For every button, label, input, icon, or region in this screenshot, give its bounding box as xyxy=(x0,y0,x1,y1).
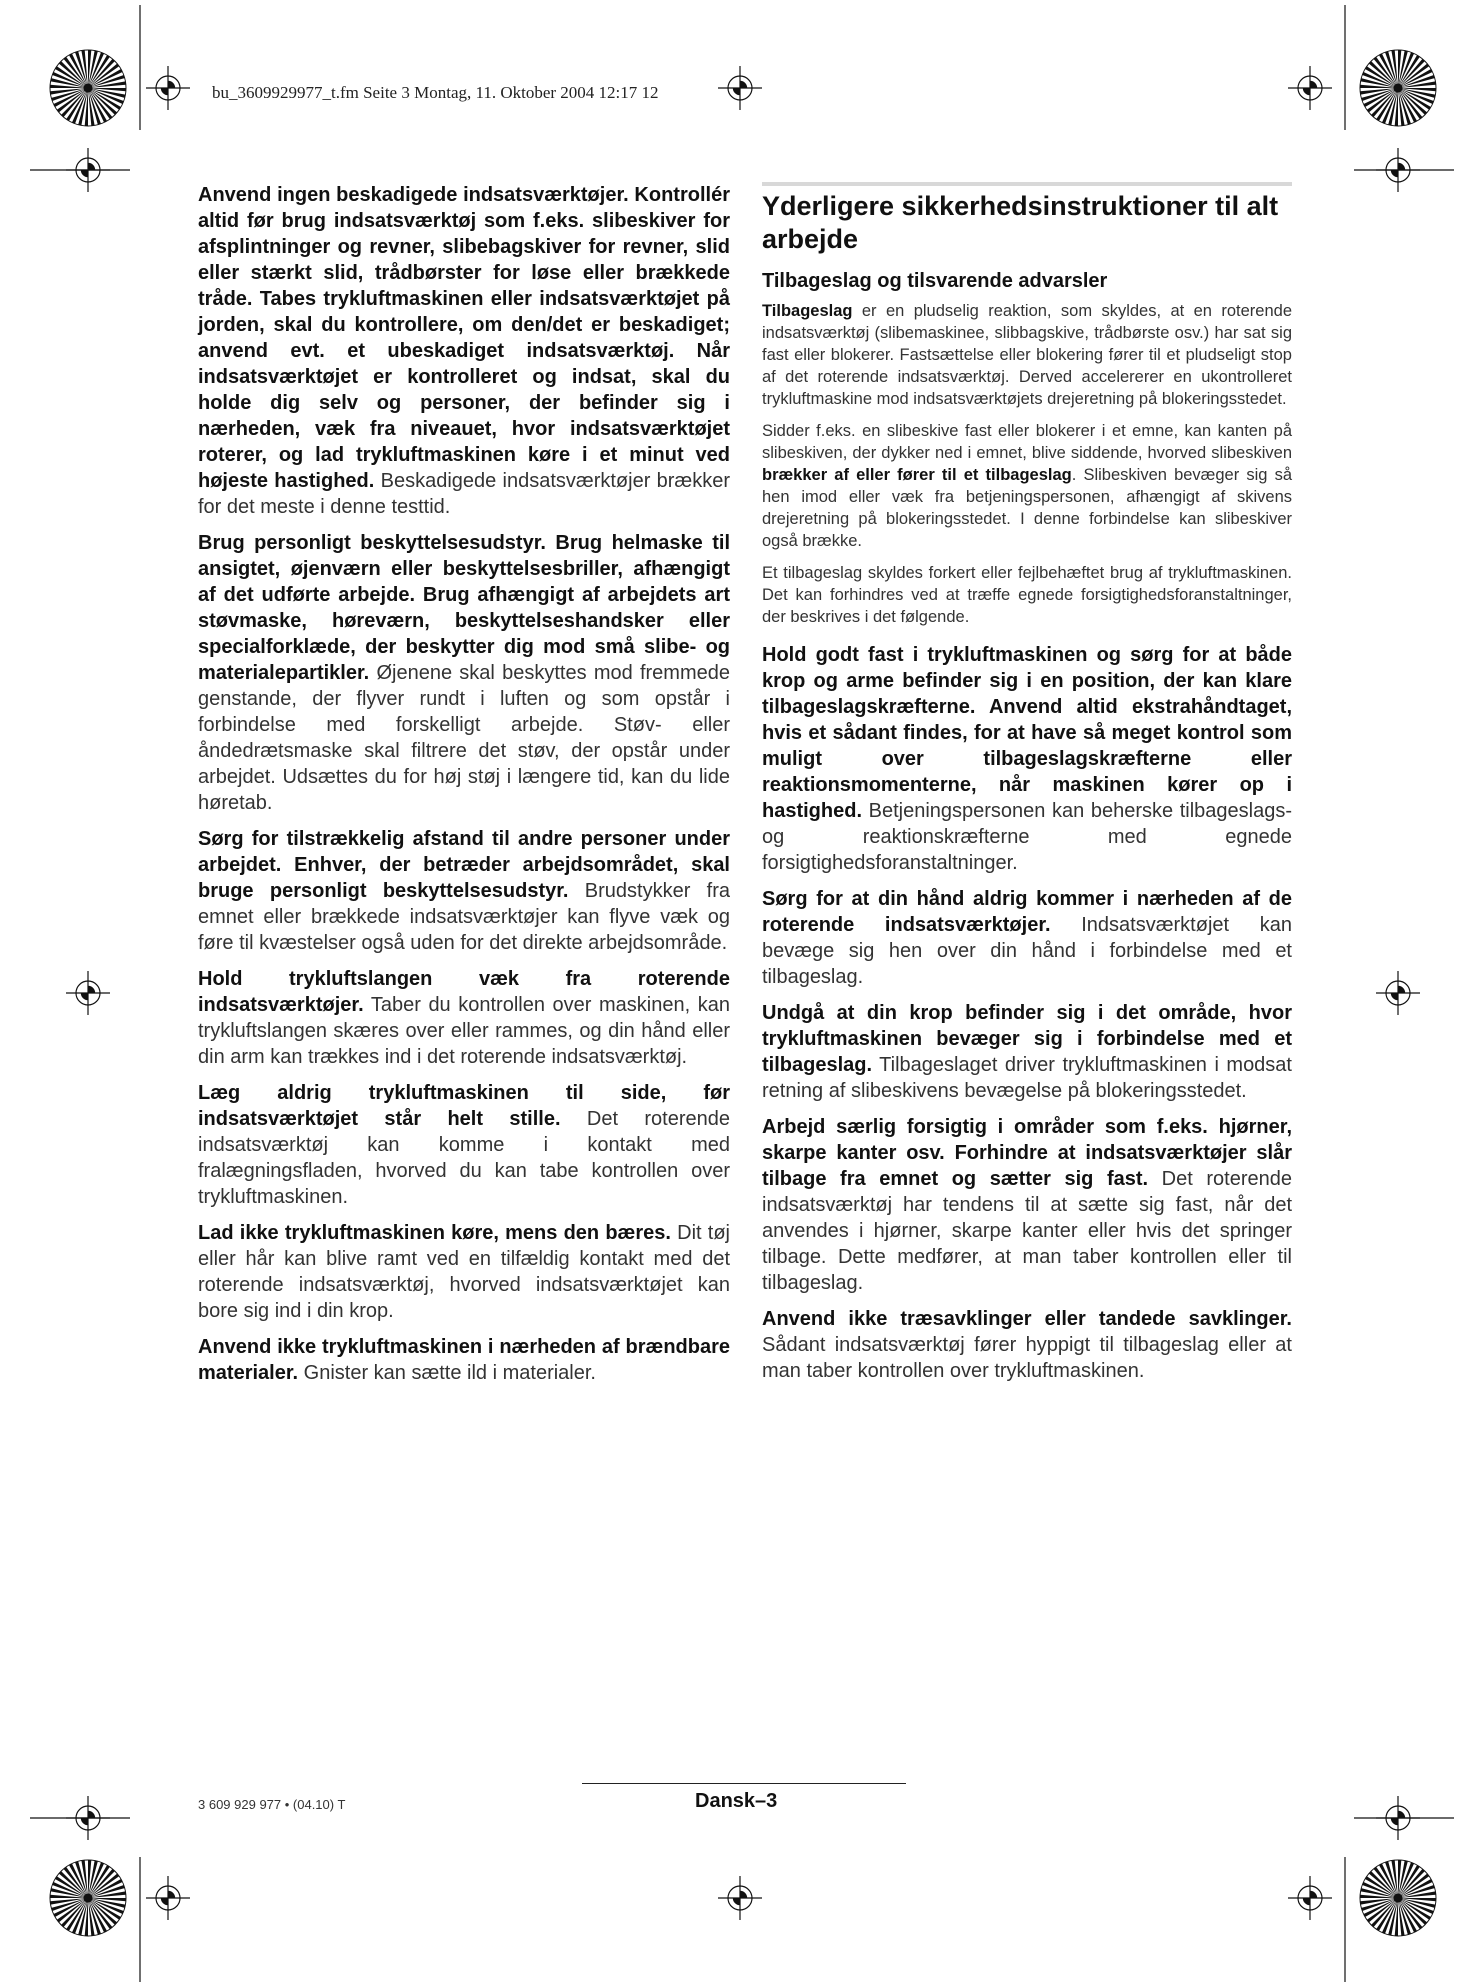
paragraph-bold-text: Anvend ikke trykluftmaskinen i nærheden af brændbare materialer. xyxy=(198,1336,730,1384)
left-column xyxy=(198,182,730,1396)
crosshair-mark xyxy=(66,971,110,1015)
instruction-paragraph xyxy=(198,1220,730,1324)
crosshair-mark xyxy=(146,66,190,110)
instruction-paragraph xyxy=(762,1114,1292,1296)
paragraph-body-text: Det roterende indsatsværktøj har tendens til at sætte sig fast, når det anvendes i hjørner, skarpe kanter eller hvis det springer tilbage. Dette medfører, at man taber kontrollen eller til tilbageslag. xyxy=(762,1168,1292,1294)
crosshair-mark xyxy=(146,1876,190,1920)
paragraph-body-text: . Slibeskiven bevæger sig så hen imod eller væk fra betjeningspersonen, afhængigt af skivens drejeretning på blokeringsstedet. I denne forbindelse kan slibeskiver også brække. xyxy=(762,466,1292,550)
crosshair-mark xyxy=(1376,148,1420,192)
instruction-paragraph xyxy=(762,886,1292,990)
instruction-paragraph xyxy=(762,1000,1292,1104)
paragraph-bold-text: Læg aldrig trykluftmaskinen til side, før indsatsværktøjet står helt stille. xyxy=(198,1082,730,1130)
crosshair-mark xyxy=(718,1876,762,1920)
paragraph-bold-text: Hold godt fast i trykluftmaskinen og sørg for at både krop og arme befinder sig i en position, der kan klare tilbageslagskræfterne. Anvend altid ekstrahåndtaget, hvis et sådant findes, for at have så meget kontrol som muligt over tilbageslagskræfterne eller reaktionsmomenterne, når maskinen kører op i hastighed. xyxy=(762,644,1292,822)
crosshair-mark xyxy=(66,148,110,192)
paragraph-bold-text: Tilbageslag xyxy=(762,302,853,320)
crosshair-mark xyxy=(1376,1796,1420,1840)
instruction-paragraph xyxy=(198,966,730,1070)
crosshair-mark xyxy=(718,66,762,110)
document-code: 3 609 929 977 • (04.10) T xyxy=(198,1797,346,1812)
paragraph-bold-text: brækker af eller fører til et tilbageslag xyxy=(762,466,1072,484)
paragraph-body-text: er en pludselig reaktion, som skyldes, at en roterende indsatsværktøj (slibemaskinee, slibbagskive, trådbørste osv.) har sat sig fast eller blokerer. Fastsættelse eller blokering fører til et pludseligt stop af det roterende indsatsværktøj. Derved accelererer en ukontrolleret trykluftmaskine mod indsatsværktøjets drejeretning på blokeringsstedet. xyxy=(762,302,1292,408)
instruction-paragraph xyxy=(762,420,1292,552)
paragraph-bold-text: Undgå at din krop befinder sig i det område, hvor trykluftmaskinen bevæger sig i forbindelse med et tilbageslag. xyxy=(762,1002,1292,1076)
instruction-paragraph xyxy=(762,642,1292,876)
crosshair-mark xyxy=(66,1796,110,1840)
instruction-paragraph xyxy=(198,1334,730,1386)
instruction-paragraph xyxy=(198,1080,730,1210)
paragraph-body-text: Gnister kan sætte ild i materialer. xyxy=(298,1362,596,1384)
paragraph-body-text: Sådant indsatsværktøj fører hyppigt til tilbageslag eller at man taber kontrollen over trykluftmaskinen. xyxy=(762,1334,1292,1382)
instruction-paragraph xyxy=(198,182,730,520)
file-slug-header: bu_3609929977_t.fm Seite 3 Montag, 11. Oktober 2004 12:17 12 xyxy=(212,83,659,102)
section-title: Yderligere sikkerhedsinstruktioner til alt arbejde xyxy=(762,191,1279,254)
crosshair-mark xyxy=(1288,66,1332,110)
paragraph-body-text: Brudstykker fra emnet eller brækkede indsatsværktøjer kan flyve væk og føre til kvæstelser også uden for det direkte arbejdsområde. xyxy=(198,880,730,954)
page-number: Dansk–3 xyxy=(695,1790,778,1812)
paragraph-body-text: Betjeningspersonen kan beherske tilbageslags- og reaktionskræfterne med egnede forsigtighedsforanstaltninger. xyxy=(762,800,1292,874)
section-subtitle: Tilbageslag og tilsvarende advarsler xyxy=(762,270,1108,292)
paragraph-bold-text: Sørg for tilstrækkelig afstand til andre personer under arbejdet. Enhver, der betræder arbejdsområdet, skal bruge personligt beskyttelsesudstyr. xyxy=(198,828,730,902)
paragraph-body-text: Et tilbageslag skyldes forkert eller fejlbehæftet brug af trykluftmaskinen. Det kan forhindres ved at træffe egnede forsigtighedsforanstaltninger, der beskrives i det følgende. xyxy=(762,564,1292,626)
paragraph-bold-text: Hold trykluftslangen væk fra roterende indsatsværktøjer. xyxy=(198,968,730,1016)
paragraph-bold-text: Sørg for at din hånd aldrig kommer i nærheden af de roterende indsatsværktøjer. xyxy=(762,888,1292,936)
paragraph-body-text: Indsatsværktøjet kan bevæge sig hen over din hånd i forbindelse med et tilbageslag. xyxy=(762,914,1292,988)
instruction-paragraph xyxy=(198,530,730,816)
instruction-paragraph xyxy=(762,300,1292,410)
crosshair-mark xyxy=(1288,1876,1332,1920)
paragraph-body-text: Sidder f.eks. en slibeskive fast eller blokerer i et emne, kan kanten på slibeskiven, der dykker ned i emnet, blive siddende, hvorved slibeskiven xyxy=(762,422,1292,462)
right-column xyxy=(762,182,1292,1394)
paragraph-body-text: Beskadigede indsatsværktøjer brækker for det meste i denne testtid. xyxy=(198,470,730,518)
paragraph-bold-text: Anvend ingen beskadigede indsatsværktøjer. Kontrollér altid før brug indsatsværktøj som f.eks. slibeskiver for afsplintninger og revner, slibebagskiver for revner, slid eller stærkt slid, trådbørster for løse eller brækkede tråde. Tabes trykluftmaskinen eller indsatsværktøjet på jorden, skal du kontrollere, om den/det er beskadiget; anvend evt. et ubeskadiget indsatsværktøj. Når indsatsværktøjet er kontrolleret og indsat, skal du holde dig selv og personer, der befinder sig i nærheden, væk fra niveauet, hvor indsatsværktøjet roterer, og lad trykluftmaskinen køre i et minut ved højeste hastighed. xyxy=(198,184,730,492)
paragraph-body-text: Dit tøj eller hår kan blive ramt ved en tilfældig kontakt med det roterende indsatsværktøj, hvorved indsatsværktøjet kan bore sig ind i din krop. xyxy=(198,1222,730,1322)
paragraph-body-text: Det roterende indsatsværktøj kan komme i kontakt med fralægningsfladen, hvorved du kan tabe kontrollen over trykluftmaskinen. xyxy=(198,1108,730,1208)
paragraph-body-text: Tilbageslaget driver trykluftmaskinen i modsat retning af slibeskivens bevægelse på blokeringsstedet. xyxy=(762,1054,1292,1102)
section-rule xyxy=(762,182,1292,186)
instruction-paragraph xyxy=(762,562,1292,628)
instruction-paragraph xyxy=(762,1306,1292,1384)
paragraph-body-text: Taber du kontrollen over maskinen, kan trykluftslangen skæres over eller rammes, og din hånd eller din arm kan trækkes ind i det roterende indsatsværktøj. xyxy=(198,994,730,1068)
paragraph-body-text: Øjenene skal beskyttes mod fremmede genstande, der flyver rundt i luften og som opstår i forbindelse med forskelligt arbejde. Støv- eller åndedrætsmaske skal filtrere det støv, der opstår under arbejdet. Udsættes du for høj støj i længere tid, kan du lide høretab. xyxy=(198,662,730,814)
crosshair-mark xyxy=(1376,971,1420,1015)
footer-rule xyxy=(582,1783,906,1784)
paragraph-bold-text: Arbejd særlig forsigtig i områder som f.eks. hjørner, skarpe kanter osv. Forhindre at indsatsværktøjer slår tilbage fra emnet og sætter sig fast. xyxy=(762,1116,1292,1190)
instruction-paragraph xyxy=(198,826,730,956)
paragraph-bold-text: Brug personligt beskyttelsesudstyr. Brug helmaske til ansigtet, øjenværn eller beskyttelsesbriller, afhængigt af det udførte arbejde. Brug afhængigt af arbejdets art støvmaske, høreværn, beskyttelseshandsker eller specialforklæde, der beskytter dig mod små slibe- og materialepartikler. xyxy=(198,532,730,684)
paragraph-bold-text: Lad ikke trykluftmaskinen køre, mens den bæres. xyxy=(198,1222,671,1244)
paragraph-bold-text: Anvend ikke træsavklinger eller tandede savklinger. xyxy=(762,1308,1292,1330)
